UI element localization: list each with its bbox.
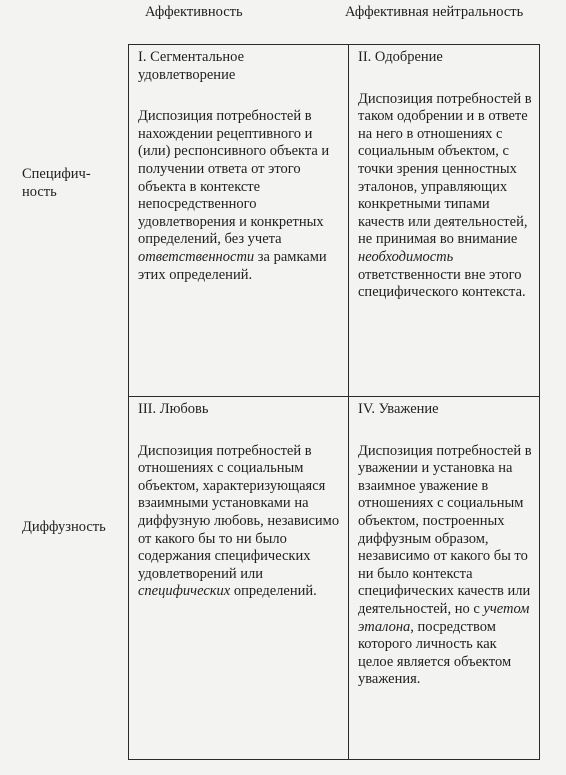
cell-description: Диспозиция потребностей в отношениях с социальным объектом, характеризующаяся взаимными установками на диффузную любовь, независимо от какого бы то ни было содержания специфических удовлетворений или специфических определений.: [138, 442, 340, 600]
cell-title: I. Сегментальное удовлетворение: [138, 49, 245, 83]
cell-title: III. Любовь: [138, 401, 209, 417]
row-header-specificity: Специфич-ность: [22, 166, 91, 200]
cell-title: II. Одобрение: [358, 49, 443, 65]
cell-love: [129, 397, 349, 760]
cell-approval: [349, 45, 540, 397]
cell-title: IV. Уважение: [358, 401, 439, 417]
column-header-affective-neutrality: Аффективная нейтральность: [345, 4, 524, 20]
cell-esteem: [349, 397, 540, 760]
classification-matrix: [128, 44, 540, 760]
row-header-diffuseness: Диффузность: [22, 519, 106, 535]
table-row: [129, 397, 540, 760]
column-header-affectivity: Аффективность: [145, 4, 243, 20]
cell-description: Диспозиция потребностей в нахождении рецептивного и (или) респонсивного объекта и получении ответа от этого объекта в контексте непосредственного удовлетворения и конкретных определений, без учета ответственности за рамками этих определений.: [138, 108, 330, 283]
table-row: [129, 45, 540, 397]
cell-description: Диспозиция потребностей в таком одобрении и в ответе на него в отношениях с социальным объектом, с точки зрения ценностных эталонов, управляющих конкретными типами качеств или деятельностей, не принимая во внимание необходимость ответственности вне этого специфического контекста.: [358, 90, 532, 301]
cell-segmental-gratification: [129, 45, 349, 397]
cell-description: Диспозиция потребностей в уважении и установка на взаимное уважение в отношениях с социальным объектом, построенных диффузным образом, независимо от какого бы то ни было контекста специфических качеств или деятельностей, но с учетом эталона, посредством которого личность как целое является объектом уважения.: [358, 442, 532, 688]
